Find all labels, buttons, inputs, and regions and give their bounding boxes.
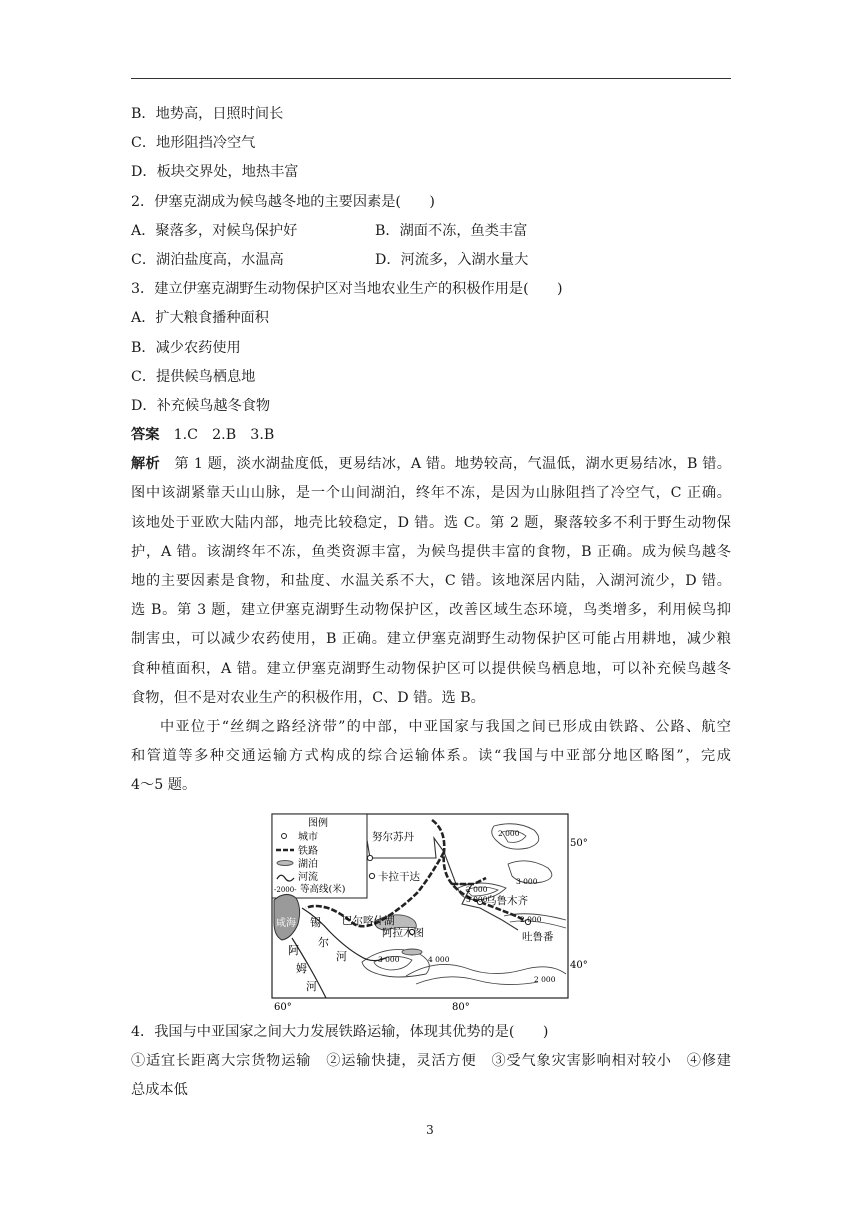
label-aral-sea: 咸海	[276, 918, 296, 929]
label-amu-1: 阿	[288, 944, 299, 957]
contour-label-2000-north: 2 000	[498, 829, 520, 838]
legend-contour-number: -2000-	[274, 886, 297, 894]
q2-option-b: B．湖面不冻，鱼类丰富	[375, 222, 528, 239]
label-almaty: 阿拉木图	[382, 927, 424, 939]
analysis-label: 解析	[131, 456, 161, 473]
answer-label: 答案	[131, 427, 160, 444]
label-amu-2: 姆	[296, 962, 307, 975]
answer-text: 1.C 2.B 3.B	[173, 427, 275, 444]
issyk-kul-lake	[402, 949, 422, 955]
analysis-line-8: 食种植面积，A 错。建立伊塞克湖野生动物保护区可以提供候鸟栖息地，可以补充候鸟越冬	[131, 660, 731, 677]
page-number: 3	[426, 1123, 434, 1137]
q3-option-a: A．扩大粮食播种面积	[131, 310, 269, 327]
q1-option-c: C．地形阻挡冷空气	[131, 135, 256, 152]
karaganda-city-icon	[369, 873, 374, 878]
header-rule	[131, 78, 731, 79]
label-syr-1: 锡	[310, 916, 321, 929]
q3-option-b: B．减少农药使用	[131, 339, 241, 356]
legend-lake-icon	[277, 861, 293, 866]
contour-label-3000-northeast: 3 000	[516, 877, 538, 886]
legend-rail: 铁路	[298, 846, 318, 857]
analysis-text-1: 第 1 题，淡水湖盐度低，更易结冰，A 错。地势较高，气温低，湖水更易结冰，B 错。	[174, 456, 731, 473]
q3-stem: 3．建立伊塞克湖野生动物保护区对当地农业生产的积极作用是( )	[131, 281, 563, 298]
label-syr-2: 尔	[318, 936, 329, 949]
legend-title: 图例	[308, 818, 328, 829]
label-lat-50: 50°	[570, 838, 588, 849]
analysis-line-1	[131, 450, 731, 479]
analysis-line-6: 选 B。第 3 题，建立伊塞克湖野生动物保护区，改善区域生态环境，鸟类增多，利用候鸟抑	[131, 602, 731, 619]
legend-city-icon	[282, 834, 287, 839]
label-urumqi: 乌鲁木齐	[486, 895, 528, 907]
intro-line-1: 中亚位于“丝绸之路经济带”的中部，中亚国家与我国之间已形成由铁路、公路、航空	[160, 718, 731, 735]
legend-city: 城市	[298, 832, 318, 843]
nursultan-city-icon	[367, 855, 372, 860]
intro-line-3: 4～5 题。	[131, 777, 197, 794]
legend-lake: 湖泊	[298, 859, 318, 870]
label-turpan: 吐鲁番	[522, 931, 554, 943]
answer-line	[131, 421, 731, 450]
intro-line-2: 和管道等多种交通运输方式构成的综合运输体系。读“我国与中亚部分地区略图”，完成	[131, 748, 731, 765]
q2-option-a: A．聚落多，对候鸟保护好	[131, 222, 298, 239]
label-lon-60: 60°	[274, 1002, 292, 1012]
q4-options-line-1: ①适宜长距离大宗货物运输 ②运输快捷，灵活方便 ③受气象灾害影响相对较小 ④修建	[131, 1053, 731, 1070]
page-content	[131, 100, 731, 801]
analysis-line-7: 制害虫，可以减少农药使用，B 正确。建立伊塞克湖野生动物保护区可能占用耕地，减少粮	[131, 631, 731, 648]
legend-contour: 等高线(米)	[300, 884, 346, 895]
q1-option-b: B．地势高，日照时间长	[131, 106, 284, 122]
q2-options-row2	[131, 246, 731, 275]
question-4	[131, 1018, 731, 1106]
contour-label-2000-east: 2 000	[520, 915, 542, 924]
label-amu-3: 河	[306, 980, 317, 993]
legend-river: 河流	[298, 872, 318, 883]
q3-option-c: C．提供候鸟栖息地	[131, 368, 256, 385]
analysis-line-9: 食物，但不是对农业生产的积极作用，C、D 错。选 B。	[131, 689, 485, 706]
contour-label-2000-south: 2 000	[534, 975, 556, 984]
analysis-line-3: 该地处于亚欧大陆内部，地壳比较稳定，D 错。选 C。第 2 题，聚落较多不利于野生动物保	[131, 514, 731, 531]
analysis-line-5: 地的主要因素是食物，和盐度、水温关系不大，C 错。该地深居内陆，入湖河流少，D 错。	[131, 573, 731, 589]
label-nursultan: 努尔苏丹	[372, 831, 414, 843]
q4-options-line-2: 总成本低	[131, 1082, 188, 1099]
label-syr-3: 河	[336, 950, 347, 963]
q2-options-row1	[131, 217, 731, 246]
label-karaganda: 卡拉干达	[378, 871, 420, 883]
analysis-line-4: 护，A 错。该湖终年不冻，鱼类资源丰富，为候鸟提供丰富的食物，B 正确。成为候鸟越冬	[131, 543, 731, 560]
central-asia-map	[266, 812, 596, 1012]
contour-label-2000-tianshan: 2 000	[466, 885, 488, 894]
label-lat-40: 40°	[570, 960, 588, 971]
analysis-line-2: 图中该湖紧靠天山山脉，是一个山间湖泊，终年不冻，是因为山脉阻挡了冷空气，C 正确。	[131, 485, 731, 502]
label-lon-80: 80°	[452, 1002, 470, 1012]
contour-label-3000-tianshan: 3 000	[466, 895, 488, 904]
contour-label-3000-southwest: 3 000	[378, 955, 400, 964]
label-balkhash: 巴尔喀什湖	[342, 915, 395, 927]
q2-option-d: D．河流多，入湖水量大	[375, 251, 529, 268]
q2-stem: 2．伊塞克湖成为候鸟越冬地的主要因素是( )	[131, 193, 435, 210]
q1-option-d: D．板块交界处，地热丰富	[131, 164, 299, 181]
q4-stem: 4．我国与中亚国家之间大力发展铁路运输，体现其优势的是( )	[131, 1024, 549, 1040]
contour-label-4000: 4 000	[428, 955, 450, 964]
q2-option-c: C．湖泊盐度高，水温高	[131, 251, 284, 268]
q3-option-d: D．补充候鸟越冬食物	[131, 397, 271, 414]
